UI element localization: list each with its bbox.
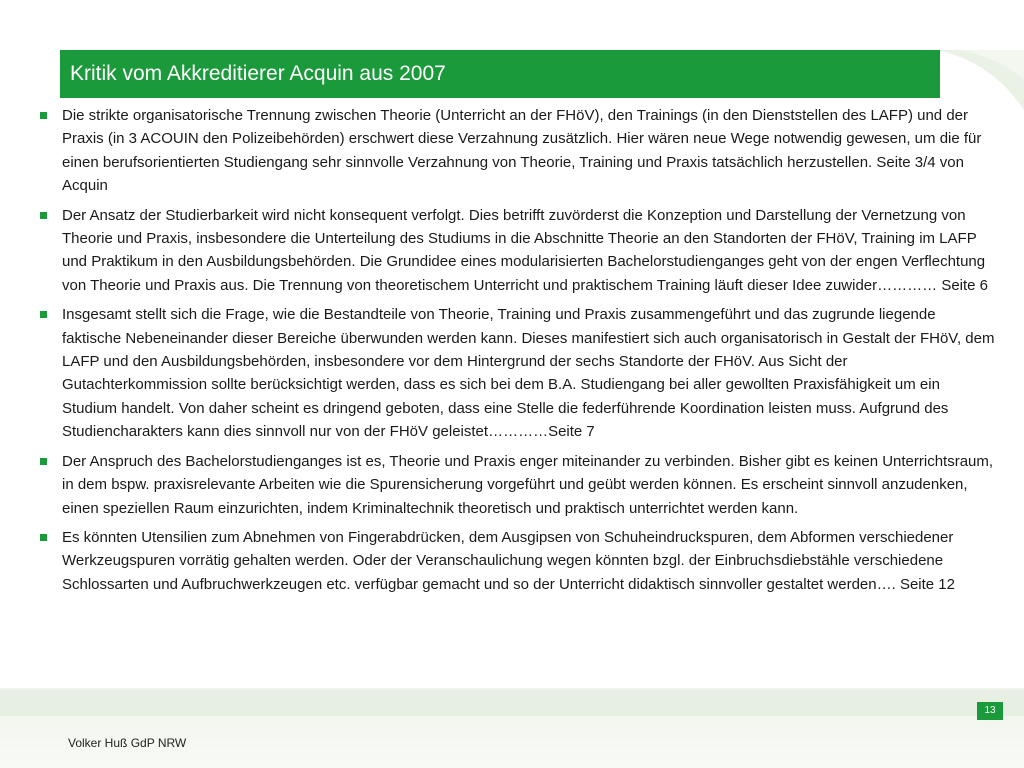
bullet-text: Der Anspruch des Bachelorstudienganges ist es, Theorie und Praxis enger miteinander zu verbinden. Bisher gibt es keinen Unterrichtsraum, in dem bspw. praxisrelevante Arbeiten wie die Spurensicherung vorgeführt und geübt werden können. Es erscheint sinnvoll anzudenken, einen speziellen Raum einzurichten, indem Kriminaltechnik theoretisch und praktisch unterrichtet werden kann. bbox=[62, 452, 994, 517]
page-number-badge: 13 bbox=[977, 702, 1003, 720]
square-bullet-icon bbox=[40, 212, 47, 219]
square-bullet-icon bbox=[40, 112, 47, 119]
bullet-item bbox=[40, 450, 995, 520]
bullet-text: Insgesamt stellt sich die Frage, wie die Bestandteile von Theorie, Training und Praxis zusammengeführt und das zugrunde liegende faktische Nebeneinander dieser Bereiche überwunden werden kann. Dieses manifestiert sich auch organisatorisch in Gestalt der FHöV, dem LAFP und den Ausbildungsbehörden, insbesondere vor dem Hintergrund der sechs Standorte der FHöV. Aus Sicht der Gutachterkommission sollte berücksichtigt werden, dass es sich bei dem B.A. Studiengang bei aller gewollten Praxisfähigkeit um ein Studium handelt. Von daher scheint es dringend geboten, dass eine Stelle die federführende Koordination leisten muss. Aufgrund des Studiencharakters kann dies sinnvoll nur von der FHöV geleistet…………Seite 7 bbox=[62, 306, 995, 441]
square-bullet-icon bbox=[40, 458, 47, 465]
square-bullet-icon bbox=[40, 311, 47, 318]
bullet-item bbox=[40, 526, 995, 596]
bullet-list bbox=[40, 104, 995, 602]
bullet-item bbox=[40, 104, 995, 198]
bullet-item bbox=[40, 303, 995, 443]
footer-background-stripe bbox=[0, 690, 1024, 716]
bullet-text: Der Ansatz der Studierbarkeit wird nicht konsequent verfolgt. Dies betrifft zuvörderst die Konzeption und Darstellung der Vernetzung von Theorie und Praxis, insbesondere die Unterteilung des Studiums in die Abschnitte Theorie an den Standorten der FHöV, Training im LAFP und Praktikum in den Ausbildungsbehörden. Die Grundidee eines modularisierten Bachelorstudienganges geht von der engen Verflechtung von Theorie und Praxis aus. Die Trennung von theoretischem Unterricht und praktischem Training läuft dieser Idee zuwider………… Seite 6 bbox=[62, 206, 989, 294]
footer-author: Volker Huß GdP NRW bbox=[68, 736, 187, 750]
bullet-text: Die strikte organisatorische Trennung zwischen Theorie (Unterricht an der FHöV), den Trainings (in den Dienststellen des LAFP) und der Praxis (in 3 ACOUIN den Polizeibehörden) erschwert diese Verzahnung zusätzlich. Hier wären neue Wege notwendig gewesen, um die für einen berufsorientierten Studiengang sehr sinnvolle Verzahnung von Theorie, Training und Praxis tatsächlich herzustellen. Seite 3/4 von Acquin bbox=[62, 107, 982, 195]
bullet-item bbox=[40, 204, 995, 298]
square-bullet-icon bbox=[40, 534, 47, 541]
bullet-text: Es könnten Utensilien zum Abnehmen von Fingerabdrücken, dem Ausgipsen von Schuheindruckspuren, dem Abformen verschiedener Werkzeugspuren vorrätig gehalten werden. Oder der Veranschaulichung wegen könnten bzgl. der Einbruchsdiebstähle verschiedene Schlossarten und Aufbruchwerkzeugen etc. verfügbar gemacht und so der Unterricht didaktisch sinnvoller gestaltet werden…. Seite 12 bbox=[62, 528, 955, 593]
slide-title: Kritik vom Akkreditierer Acquin aus 2007 bbox=[70, 62, 446, 85]
